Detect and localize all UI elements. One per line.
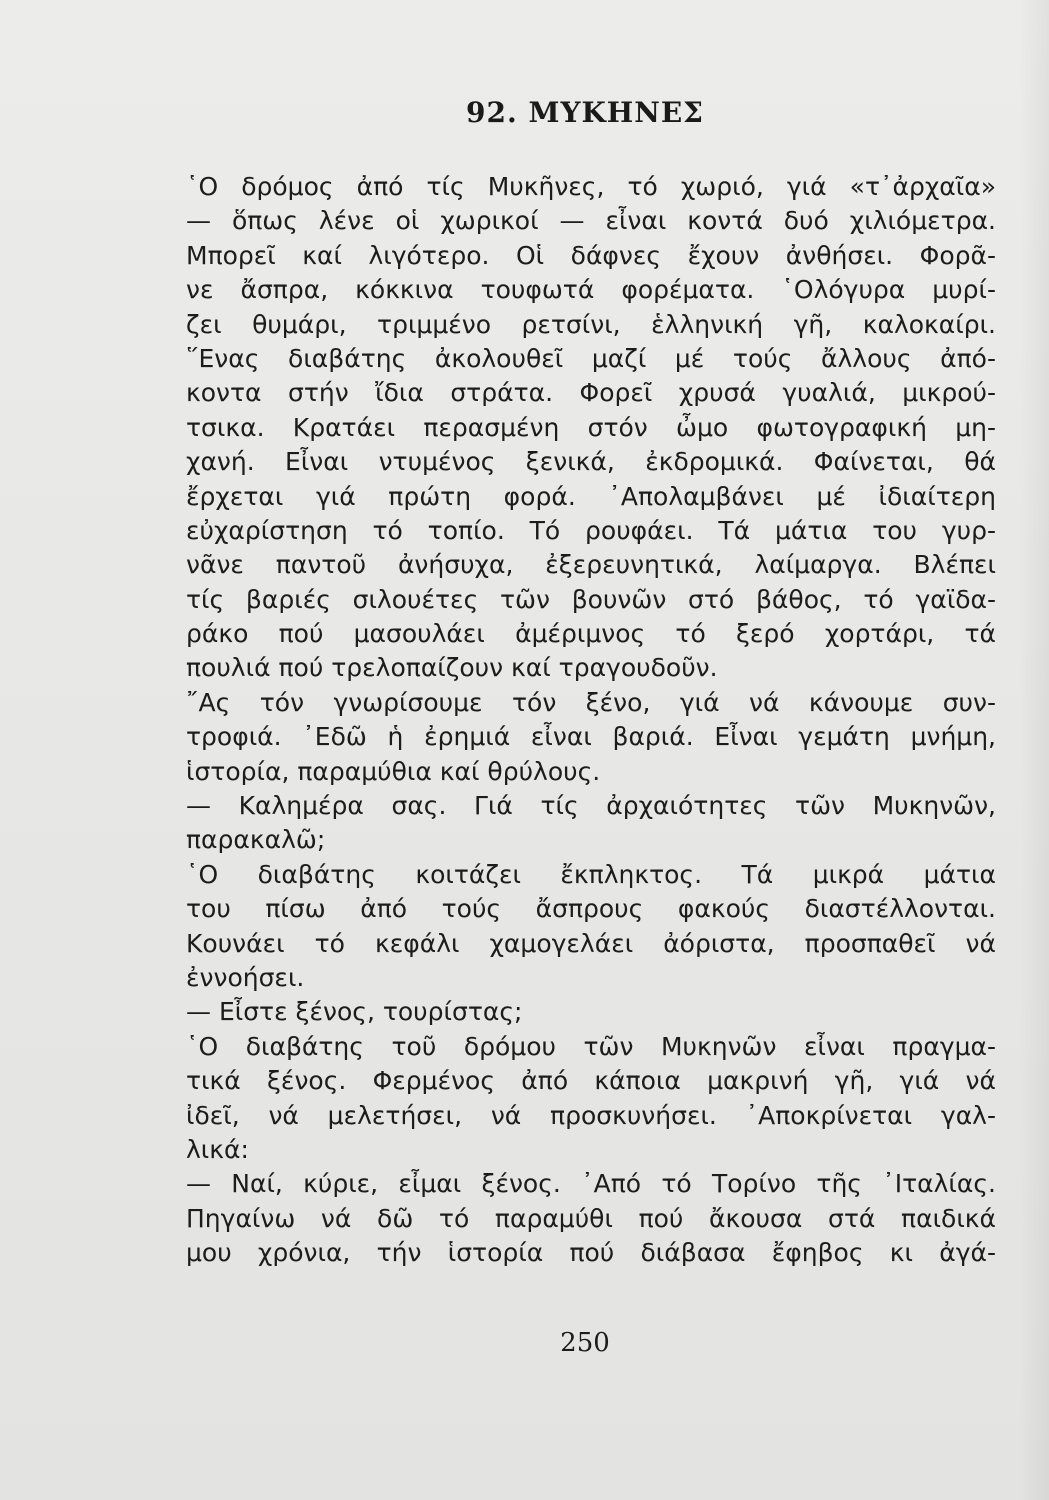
body-text: [186, 170, 996, 1271]
text-line: — Καλημέρα σας. Γιά τίς ἀρχαιότητες τῶν Μυκηνῶν,: [186, 791, 996, 821]
text-line: ράκο πού μασουλάει ἀμέριμνος τό ξερό χορτάρι, τά: [186, 619, 996, 649]
text-line: Κουνάει τό κεφάλι χαμογελάει ἀόριστα, προσπαθεῖ νά: [186, 928, 996, 958]
text-line: Μπορεῖ καί λιγότερο. Οἱ δάφνες ἔχουν ἀνθήσει. Φορᾶ-: [186, 240, 996, 270]
text-line: — ὅπως λένε οἱ χωρικοί — εἶναι κοντά δυό χιλιόμετρα.: [186, 206, 996, 236]
text-line: τίς βαριές σιλουέτες τῶν βουνῶν στό βάθος, τό γαϊδα-: [186, 584, 996, 614]
text-line: ἱστορία, παραμύθια καί θρύλους.: [186, 756, 601, 786]
text-line: μου χρόνια, τήν ἱστορία πού διάβασα ἔφηβος κι ἀγά-: [186, 1238, 996, 1268]
text-line: Πηγαίνω νά δῶ τό παραμύθι πού ἄκουσα στά παιδικά: [186, 1203, 996, 1233]
text-line: νε ἄσπρα, κόκκινα τουφωτά φορέματα. ῾Ολόγυρα μυρί-: [186, 275, 996, 305]
text-line: πουλιά πού τρελοπαίζουν καί τραγουδοῦν.: [186, 653, 718, 683]
text-line: ἐννοήσει.: [186, 962, 305, 992]
text-line: παρακαλῶ;: [186, 825, 326, 855]
text-line: ῾Ο δρόμος ἀπό τίς Μυκῆνες, τό χωριό, γιά «τ᾿ἀρχαῖα»: [186, 172, 996, 201]
text-line: του πίσω ἀπό τούς ἄσπρους φακούς διαστέλλονται.: [186, 894, 996, 924]
text-line: ἰδεῖ, νά μελετήσει, νά προσκυνήσει. ᾿Αποκρίνεται γαλ-: [186, 1100, 996, 1130]
text-line: ῞Ενας διαβάτης ἀκολουθεῖ μαζί μέ τούς ἄλλους ἀπό-: [186, 343, 996, 373]
text-line: χανή. Εἶναι ντυμένος ξενικά, ἐκδρομικά. Φαίνεται, θά: [186, 447, 996, 477]
text-line: κοντα στήν ἴδια στράτα. Φορεῖ χρυσά γυαλιά, μικρού-: [186, 378, 996, 408]
text-line: ῾Ο διαβάτης κοιτάζει ἔκπληκτος. Τά μικρά μάτια: [186, 859, 996, 889]
text-line: ῾Ο διαβάτης τοῦ δρόμου τῶν Μυκηνῶν εἶναι πραγμα-: [186, 1031, 996, 1061]
text-line: νᾶνε παντοῦ ἀνήσυχα, ἐξερευνητικά, λαίμαργα. Βλέπει: [186, 550, 996, 580]
page-edge-shadow: [1019, 0, 1049, 1500]
text-line: τροφιά. ᾿Εδῶ ἡ ἐρημιά εἶναι βαριά. Εἶναι γεμάτη μνήμη,: [186, 722, 996, 752]
text-line: ζει θυμάρι, τριμμένο ρετσίνι, ἑλληνική γῆ, καλοκαίρι.: [186, 309, 996, 339]
text-line: ῎Ας τόν γνωρίσουμε τόν ξένο, γιά νά κάνουμε συν-: [186, 687, 996, 717]
text-line: τικά ξένος. Φερμένος ἀπό κάποια μακρινή γῆ, γιά νά: [186, 1066, 996, 1096]
chapter-heading: 92. ΜΥΚΗΝΕΣ: [466, 96, 704, 129]
text-line: ἔρχεται γιά πρώτη φορά. ᾿Απολαμβάνει μέ ἰδιαίτερη: [186, 481, 996, 511]
text-line: εὐχαρίστηση τό τοπίο. Τό ρουφάει. Τά μάτια του γυρ-: [186, 515, 996, 545]
page-number: 250: [560, 1328, 610, 1358]
text-line: τσικα. Κρατάει περασμένη στόν ὦμο φωτογραφική μη-: [186, 412, 996, 442]
text-line: — Εἶστε ξένος, τουρίστας;: [186, 997, 523, 1027]
text-line: λικά:: [186, 1134, 249, 1164]
text-line: — Ναί, κύριε, εἶμαι ξένος. ᾿Από τό Τορίνο τῆς ᾿Ιταλίας.: [186, 1169, 996, 1199]
